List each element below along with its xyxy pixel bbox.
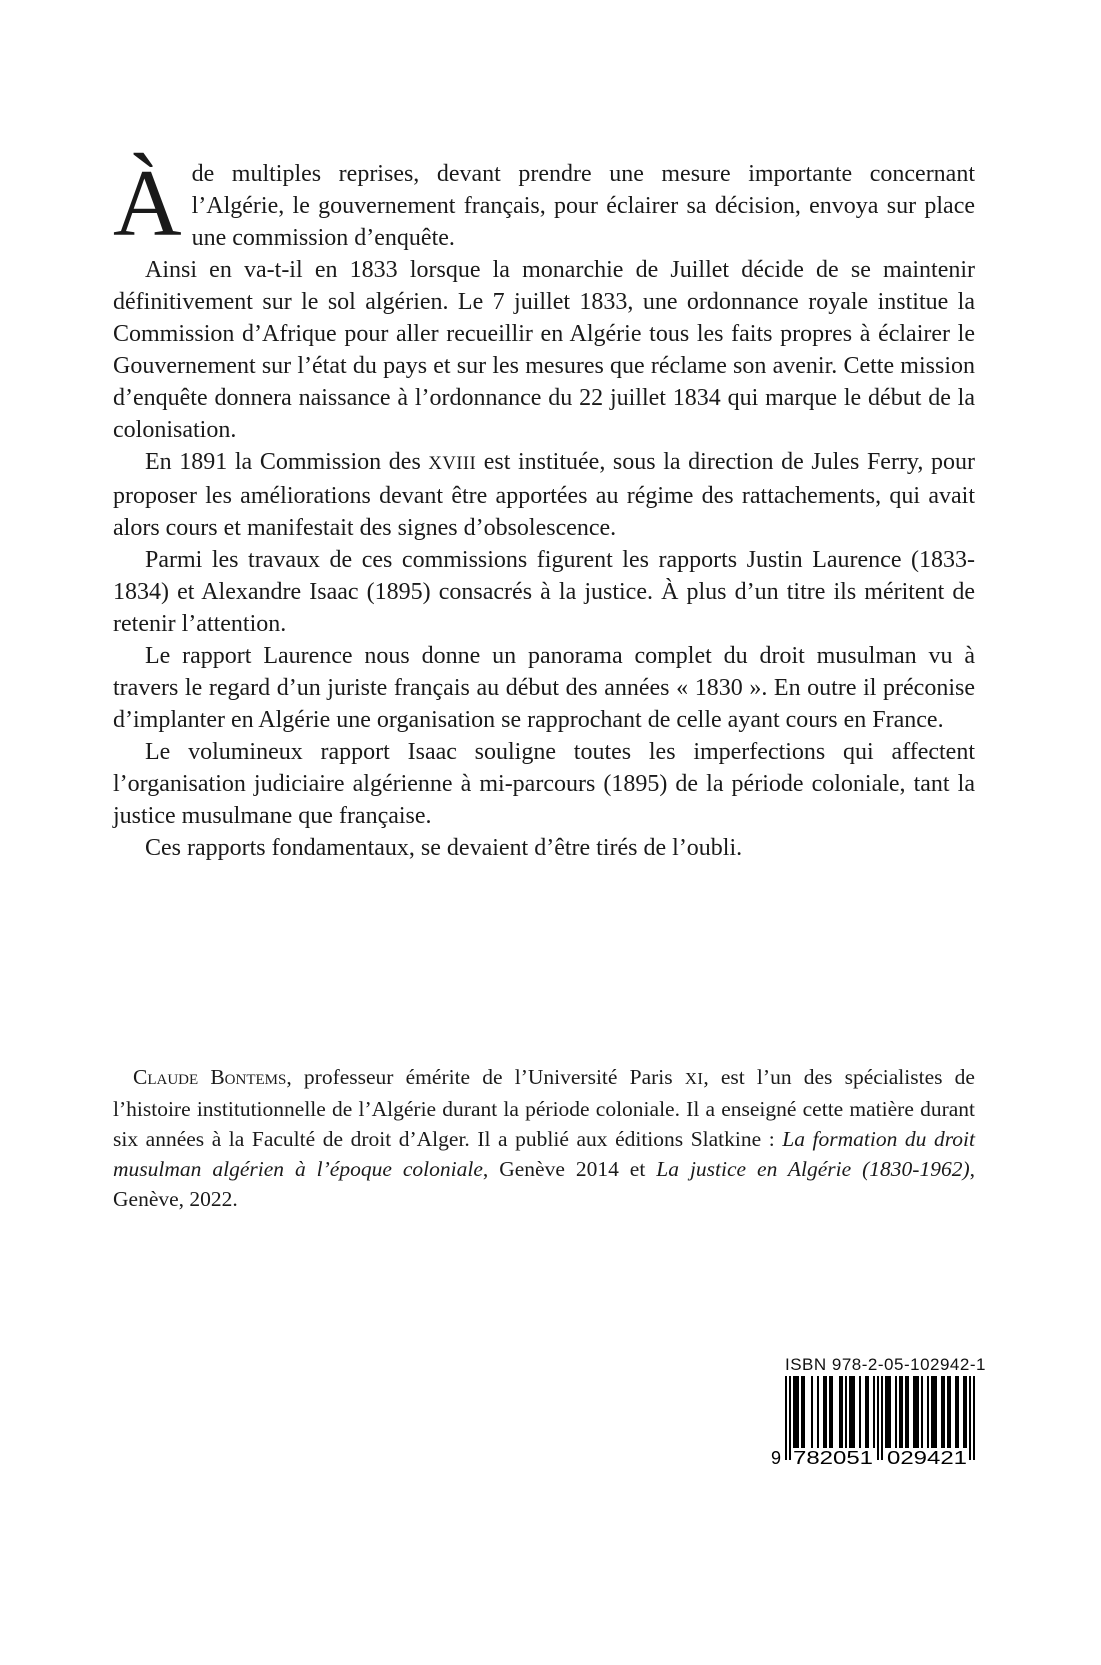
bio-end: , Genève, 2022.	[113, 1157, 976, 1211]
paragraph-commission-afrique: Ainsi en va-t-il en 1833 lorsque la monarchie de Juillet décide de se maintenir définitivement sur le sol algérien. Le 7 juillet 1833, une ordonnance royale institue la Commission d’Afrique pour aller recueillir en Algérie tous les faits propres à éclairer le Gouvernement sur l’état du pays et sur les mesures que réclame son avenir. Cette mission d’enquête donnera naissance à l’ordonnance du 22 juillet 1834 qui marque le début de la colonisation.	[113, 257, 975, 443]
paragraph-intro-text: de multiples reprises, devant prendre une mesure importante concernant l’Algérie, le gouvernement français, pour éclairer sa décision, envoya sur place une commission d’enquête.	[191, 161, 975, 251]
roman-numeral-xviii: XVIII	[428, 453, 477, 474]
bio-after-name: , professeur émérite de l’Université Paris	[286, 1065, 685, 1089]
paragraph-rapport-isaac: Le volumineux rapport Isaac souligne toutes les imperfections qui affectent l’organisation judiciaire algérienne à mi-parcours (1895) de la période coloniale, tant la justice musulmane que française.	[113, 739, 975, 829]
bio-between-titles: , Genève 2014 et	[482, 1157, 657, 1181]
synopsis-text-block	[113, 150, 975, 864]
isbn-number-label: ISBN 978-2-05-102942-1	[785, 1355, 986, 1374]
paragraph-xviii-before: En 1891 la Commission des	[145, 449, 429, 475]
ean13-barcode	[771, 1376, 979, 1468]
paragraph-conclusion: Ces rapports fondamentaux, se devaient d’être tirés de l’oubli.	[145, 835, 743, 861]
paragraph-rapport-laurence: Le rapport Laurence nous donne un panorama complet du droit musulman vu à travers le regard d’un juriste français au début des années « 1830 ». En outre il préconise d’implanter en Algérie une organisation se rapprochant de celle ayant cours en France.	[113, 643, 975, 733]
svg-text:9: 9	[771, 1448, 782, 1468]
bio-main: , est l’un des spécialistes de l’histoire institutionnelle de l’Algérie durant la période coloniale. Il a enseigné cette matière durant six années à la Faculté de droit d’Alger. Il a publié aux éditions Slatkine :	[113, 1065, 975, 1151]
author-bio-paragraph	[113, 1062, 975, 1214]
paragraph-xviii-after: est instituée, sous la direction de Jules Ferry, pour proposer les améliorations devant être apportées au régime des rattachements, qui avait alors cours et manifestait des signes d’obsolescence.	[113, 449, 975, 541]
book-title-2: La justice en Algérie (1830-1962)	[656, 1157, 970, 1181]
svg-text:782051: 782051	[793, 1448, 873, 1468]
book-title-1: La formation du droit musulman algérien à l’époque coloniale	[113, 1127, 975, 1181]
svg-text:029421: 029421	[887, 1448, 967, 1468]
roman-numeral-xi: XI	[684, 1069, 704, 1088]
isbn-barcode-block	[747, 1355, 986, 1468]
paragraph-intro	[113, 150, 975, 256]
paragraph-commission-xviii	[113, 446, 975, 544]
dropcap-letter: À	[113, 150, 182, 256]
author-bio-block	[113, 1062, 975, 1214]
author-name: Claude Bontems	[133, 1065, 287, 1089]
paragraph-rapports: Parmi les travaux de ces commissions figurent les rapports Justin Laurence (1833-1834) et Alexandre Isaac (1895) consacrés à la justice. À plus d’un titre ils méritent de retenir l’attention.	[113, 547, 975, 637]
